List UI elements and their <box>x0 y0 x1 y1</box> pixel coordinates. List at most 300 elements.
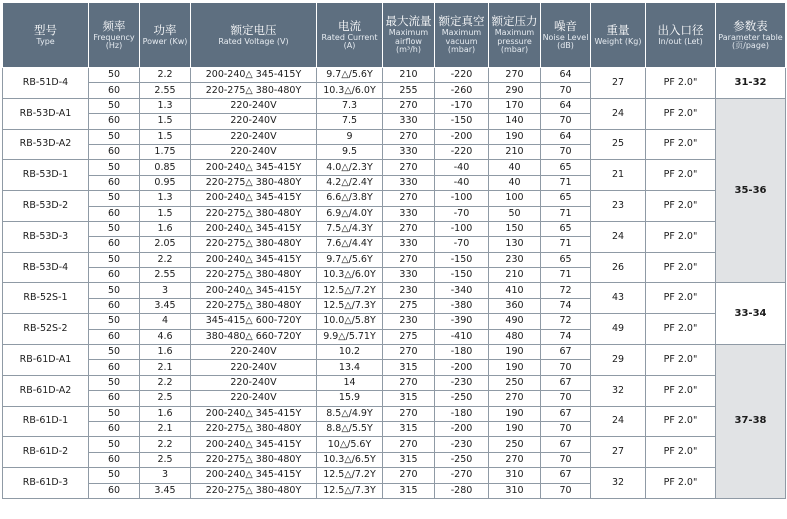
power-cell: 1.75 <box>140 144 191 159</box>
power-cell: 1.5 <box>140 206 191 221</box>
max-vacuum-cell: -150 <box>435 268 489 283</box>
max-vacuum-cell: -150 <box>435 114 489 129</box>
rated-voltage-cell: 200-240△ 345-415Y <box>191 68 317 83</box>
rated-voltage-cell: 220-240V <box>191 98 317 113</box>
column-header-en: Rated Current (A) <box>321 32 378 51</box>
frequency-cell: 50 <box>89 468 140 483</box>
column-header <box>3 3 89 68</box>
max-vacuum-cell: -270 <box>435 468 489 483</box>
column-header <box>317 3 383 68</box>
max-pressure-cell: 40 <box>489 175 541 190</box>
max-vacuum-cell: -180 <box>435 345 489 360</box>
power-cell: 0.85 <box>140 160 191 175</box>
table-row <box>3 191 786 206</box>
model-type-cell: RB-61D-A2 <box>3 375 89 406</box>
noise-level-cell: 72 <box>541 314 591 329</box>
frequency-cell: 50 <box>89 68 140 83</box>
max-pressure-cell: 50 <box>489 206 541 221</box>
table-row <box>3 375 786 390</box>
table-row <box>3 160 786 175</box>
max-vacuum-cell: -40 <box>435 175 489 190</box>
column-header-en: Type <box>36 36 55 46</box>
max-pressure-cell: 190 <box>489 345 541 360</box>
max-airflow-cell: 255 <box>383 83 435 98</box>
frequency-cell: 60 <box>89 144 140 159</box>
table-row <box>3 406 786 421</box>
noise-level-cell: 71 <box>541 175 591 190</box>
spec-table-container <box>2 2 786 499</box>
power-cell: 1.5 <box>140 129 191 144</box>
rated-voltage-cell: 220-275△ 380-480Y <box>191 452 317 467</box>
table-body <box>3 68 786 499</box>
column-header <box>716 3 786 68</box>
rated-current-cell: 12.5△/7.2Y <box>317 283 383 298</box>
rated-voltage-cell: 220-240V <box>191 375 317 390</box>
noise-level-cell: 64 <box>541 129 591 144</box>
max-vacuum-cell: -200 <box>435 360 489 375</box>
column-header-en: Maximum airflow (m³/h) <box>388 28 429 55</box>
parameter-page-cell: 37-38 <box>716 345 786 499</box>
noise-level-cell: 65 <box>541 191 591 206</box>
model-type-cell: RB-53D-1 <box>3 160 89 191</box>
noise-level-cell: 70 <box>541 144 591 159</box>
table-row <box>3 98 786 113</box>
power-cell: 3.45 <box>140 298 191 313</box>
column-header-zh: 型号 <box>34 22 57 37</box>
rated-current-cell: 4.0△/2.3Y <box>317 160 383 175</box>
column-header-zh: 频率 <box>102 18 126 33</box>
rated-voltage-cell: 220-275△ 380-480Y <box>191 483 317 498</box>
parameter-page-cell: 33-34 <box>716 283 786 345</box>
frequency-cell: 60 <box>89 483 140 498</box>
max-airflow-cell: 270 <box>383 345 435 360</box>
rated-current-cell: 9.9△/5.71Y <box>317 329 383 344</box>
rated-current-cell: 10△/5.6Y <box>317 437 383 452</box>
max-vacuum-cell: -230 <box>435 437 489 452</box>
frequency-cell: 50 <box>89 283 140 298</box>
table-row <box>3 345 786 360</box>
column-header-en: Maximum pressure (mbar) <box>494 28 535 55</box>
frequency-cell: 60 <box>89 391 140 406</box>
weight-cell: 27 <box>591 68 646 99</box>
max-airflow-cell: 210 <box>383 68 435 83</box>
frequency-cell: 50 <box>89 314 140 329</box>
max-vacuum-cell: -220 <box>435 68 489 83</box>
noise-level-cell: 72 <box>541 283 591 298</box>
max-vacuum-cell: -200 <box>435 129 489 144</box>
max-airflow-cell: 330 <box>383 175 435 190</box>
rated-voltage-cell: 220-275△ 380-480Y <box>191 206 317 221</box>
column-header <box>89 3 140 68</box>
weight-cell: 24 <box>591 98 646 129</box>
column-header-zh: 参数表 <box>733 18 768 33</box>
noise-level-cell: 64 <box>541 68 591 83</box>
noise-level-cell: 70 <box>541 360 591 375</box>
power-cell: 2.1 <box>140 421 191 436</box>
weight-cell: 24 <box>591 406 646 437</box>
column-header <box>591 3 646 68</box>
noise-level-cell: 67 <box>541 375 591 390</box>
rated-current-cell: 15.9 <box>317 391 383 406</box>
max-pressure-cell: 250 <box>489 437 541 452</box>
noise-level-cell: 74 <box>541 329 591 344</box>
max-pressure-cell: 270 <box>489 452 541 467</box>
rated-voltage-cell: 200-240△ 345-415Y <box>191 283 317 298</box>
model-type-cell: RB-61D-1 <box>3 406 89 437</box>
weight-cell: 32 <box>591 375 646 406</box>
inout-cell: PF 2.0" <box>646 68 716 99</box>
model-type-cell: RB-61D-2 <box>3 437 89 468</box>
frequency-cell: 50 <box>89 252 140 267</box>
power-cell: 2.2 <box>140 68 191 83</box>
inout-cell: PF 2.0" <box>646 160 716 191</box>
inout-cell: PF 2.0" <box>646 437 716 468</box>
max-vacuum-cell: -100 <box>435 221 489 236</box>
model-type-cell: RB-53D-4 <box>3 252 89 283</box>
max-airflow-cell: 315 <box>383 483 435 498</box>
rated-current-cell: 10.3△/6.0Y <box>317 268 383 283</box>
max-pressure-cell: 310 <box>489 468 541 483</box>
max-pressure-cell: 40 <box>489 160 541 175</box>
max-airflow-cell: 230 <box>383 314 435 329</box>
rated-voltage-cell: 220-275△ 380-480Y <box>191 175 317 190</box>
column-header-zh: 额定真空 <box>438 14 485 29</box>
power-cell: 2.05 <box>140 237 191 252</box>
max-airflow-cell: 275 <box>383 298 435 313</box>
max-airflow-cell: 330 <box>383 237 435 252</box>
model-type-cell: RB-52S-1 <box>3 283 89 314</box>
max-airflow-cell: 270 <box>383 160 435 175</box>
max-airflow-cell: 270 <box>383 468 435 483</box>
frequency-cell: 60 <box>89 268 140 283</box>
noise-level-cell: 65 <box>541 252 591 267</box>
rated-voltage-cell: 200-240△ 345-415Y <box>191 221 317 236</box>
max-vacuum-cell: -70 <box>435 206 489 221</box>
model-type-cell: RB-52S-2 <box>3 314 89 345</box>
max-vacuum-cell: -170 <box>435 98 489 113</box>
column-header-zh: 电流 <box>338 18 361 33</box>
frequency-cell: 60 <box>89 360 140 375</box>
rated-voltage-cell: 220-275△ 380-480Y <box>191 268 317 283</box>
noise-level-cell: 65 <box>541 160 591 175</box>
power-cell: 1.6 <box>140 406 191 421</box>
column-header-zh: 最大流量 <box>385 14 432 29</box>
frequency-cell: 50 <box>89 160 140 175</box>
power-cell: 3.45 <box>140 483 191 498</box>
column-header <box>435 3 489 68</box>
power-cell: 4 <box>140 314 191 329</box>
max-pressure-cell: 270 <box>489 391 541 406</box>
noise-level-cell: 67 <box>541 468 591 483</box>
max-pressure-cell: 140 <box>489 114 541 129</box>
max-pressure-cell: 190 <box>489 406 541 421</box>
rated-voltage-cell: 220-240V <box>191 360 317 375</box>
model-type-cell: RB-53D-2 <box>3 191 89 222</box>
max-airflow-cell: 230 <box>383 283 435 298</box>
power-cell: 2.2 <box>140 252 191 267</box>
max-vacuum-cell: -150 <box>435 252 489 267</box>
power-cell: 2.2 <box>140 375 191 390</box>
max-airflow-cell: 270 <box>383 252 435 267</box>
rated-voltage-cell: 200-240△ 345-415Y <box>191 437 317 452</box>
column-header-en: Weight (Kg) <box>594 36 642 46</box>
inout-cell: PF 2.0" <box>646 98 716 129</box>
frequency-cell: 60 <box>89 83 140 98</box>
max-pressure-cell: 480 <box>489 329 541 344</box>
max-pressure-cell: 190 <box>489 421 541 436</box>
max-airflow-cell: 330 <box>383 144 435 159</box>
power-cell: 0.95 <box>140 175 191 190</box>
noise-level-cell: 70 <box>541 83 591 98</box>
noise-level-cell: 71 <box>541 206 591 221</box>
frequency-cell: 50 <box>89 406 140 421</box>
inout-cell: PF 2.0" <box>646 468 716 499</box>
column-header <box>646 3 716 68</box>
noise-level-cell: 70 <box>541 452 591 467</box>
weight-cell: 23 <box>591 191 646 222</box>
frequency-cell: 50 <box>89 221 140 236</box>
frequency-cell: 60 <box>89 329 140 344</box>
inout-cell: PF 2.0" <box>646 283 716 314</box>
max-vacuum-cell: -220 <box>435 144 489 159</box>
max-pressure-cell: 270 <box>489 68 541 83</box>
power-cell: 2.2 <box>140 437 191 452</box>
power-cell: 3 <box>140 468 191 483</box>
max-airflow-cell: 315 <box>383 452 435 467</box>
max-vacuum-cell: -340 <box>435 283 489 298</box>
max-pressure-cell: 210 <box>489 268 541 283</box>
max-airflow-cell: 270 <box>383 437 435 452</box>
parameter-page-cell: 31-32 <box>716 68 786 99</box>
rated-voltage-cell: 345-415△ 600-720Y <box>191 314 317 329</box>
rated-voltage-cell: 220-275△ 380-480Y <box>191 421 317 436</box>
weight-cell: 24 <box>591 221 646 252</box>
table-row <box>3 221 786 236</box>
inout-cell: PF 2.0" <box>646 191 716 222</box>
frequency-cell: 60 <box>89 452 140 467</box>
frequency-cell: 60 <box>89 298 140 313</box>
max-vacuum-cell: -70 <box>435 237 489 252</box>
max-pressure-cell: 210 <box>489 144 541 159</box>
power-cell: 2.5 <box>140 452 191 467</box>
rated-voltage-cell: 200-240△ 345-415Y <box>191 160 317 175</box>
rated-current-cell: 9.7△/5.6Y <box>317 252 383 267</box>
frequency-cell: 60 <box>89 206 140 221</box>
max-airflow-cell: 315 <box>383 360 435 375</box>
inout-cell: PF 2.0" <box>646 314 716 345</box>
max-vacuum-cell: -280 <box>435 483 489 498</box>
parameter-table <box>2 2 786 499</box>
max-vacuum-cell: -410 <box>435 329 489 344</box>
rated-voltage-cell: 220-275△ 380-480Y <box>191 298 317 313</box>
max-vacuum-cell: -390 <box>435 314 489 329</box>
frequency-cell: 60 <box>89 421 140 436</box>
noise-level-cell: 71 <box>541 237 591 252</box>
rated-current-cell: 7.6△/4.4Y <box>317 237 383 252</box>
max-airflow-cell: 270 <box>383 375 435 390</box>
frequency-cell: 50 <box>89 98 140 113</box>
max-pressure-cell: 310 <box>489 483 541 498</box>
max-pressure-cell: 190 <box>489 360 541 375</box>
noise-level-cell: 67 <box>541 437 591 452</box>
column-header-zh: 出入口径 <box>657 22 704 37</box>
rated-current-cell: 12.5△/7.3Y <box>317 298 383 313</box>
noise-level-cell: 64 <box>541 98 591 113</box>
weight-cell: 26 <box>591 252 646 283</box>
frequency-cell: 60 <box>89 114 140 129</box>
rated-current-cell: 10.3△/6.0Y <box>317 83 383 98</box>
inout-cell: PF 2.0" <box>646 252 716 283</box>
rated-voltage-cell: 200-240△ 345-415Y <box>191 191 317 206</box>
frequency-cell: 60 <box>89 237 140 252</box>
max-airflow-cell: 315 <box>383 391 435 406</box>
rated-voltage-cell: 220-240V <box>191 114 317 129</box>
rated-voltage-cell: 200-240△ 345-415Y <box>191 252 317 267</box>
max-vacuum-cell: -380 <box>435 298 489 313</box>
model-type-cell: RB-53D-A1 <box>3 98 89 129</box>
max-airflow-cell: 270 <box>383 191 435 206</box>
column-header <box>541 3 591 68</box>
noise-level-cell: 74 <box>541 298 591 313</box>
max-airflow-cell: 270 <box>383 98 435 113</box>
table-row <box>3 129 786 144</box>
noise-level-cell: 70 <box>541 391 591 406</box>
column-header-zh: 功率 <box>153 22 177 37</box>
rated-current-cell: 10.3△/6.5Y <box>317 452 383 467</box>
model-type-cell: RB-61D-A1 <box>3 345 89 376</box>
rated-voltage-cell: 200-240△ 345-415Y <box>191 468 317 483</box>
column-header-en: Rated Voltage (V) <box>218 36 289 46</box>
rated-current-cell: 9 <box>317 129 383 144</box>
max-airflow-cell: 275 <box>383 329 435 344</box>
column-header-en: In/out (Let) <box>658 36 703 46</box>
max-pressure-cell: 490 <box>489 314 541 329</box>
power-cell: 1.6 <box>140 221 191 236</box>
max-pressure-cell: 230 <box>489 252 541 267</box>
weight-cell: 49 <box>591 314 646 345</box>
max-pressure-cell: 150 <box>489 221 541 236</box>
rated-voltage-cell: 220-275△ 380-480Y <box>191 237 317 252</box>
column-header <box>383 3 435 68</box>
max-vacuum-cell: -230 <box>435 375 489 390</box>
max-pressure-cell: 100 <box>489 191 541 206</box>
frequency-cell: 50 <box>89 437 140 452</box>
rated-current-cell: 12.5△/7.3Y <box>317 483 383 498</box>
rated-current-cell: 8.8△/5.5Y <box>317 421 383 436</box>
frequency-cell: 60 <box>89 175 140 190</box>
frequency-cell: 50 <box>89 375 140 390</box>
max-pressure-cell: 410 <box>489 283 541 298</box>
column-header <box>140 3 191 68</box>
column-header-en: Power (Kw) <box>142 36 188 46</box>
table-row <box>3 283 786 298</box>
max-vacuum-cell: -40 <box>435 160 489 175</box>
column-header-zh: 额定电压 <box>230 22 277 37</box>
max-vacuum-cell: -260 <box>435 83 489 98</box>
rated-voltage-cell: 380-480△ 660-720Y <box>191 329 317 344</box>
inout-cell: PF 2.0" <box>646 375 716 406</box>
inout-cell: PF 2.0" <box>646 345 716 376</box>
table-row <box>3 468 786 483</box>
rated-current-cell: 6.6△/3.8Y <box>317 191 383 206</box>
weight-cell: 29 <box>591 345 646 376</box>
header-row <box>3 3 786 68</box>
frequency-cell: 50 <box>89 129 140 144</box>
power-cell: 2.5 <box>140 391 191 406</box>
max-vacuum-cell: -250 <box>435 391 489 406</box>
rated-current-cell: 7.3 <box>317 98 383 113</box>
rated-voltage-cell: 220-240V <box>191 129 317 144</box>
column-header-zh: 额定压力 <box>491 14 538 29</box>
column-header <box>191 3 317 68</box>
max-pressure-cell: 130 <box>489 237 541 252</box>
rated-current-cell: 7.5 <box>317 114 383 129</box>
max-pressure-cell: 250 <box>489 375 541 390</box>
max-airflow-cell: 270 <box>383 221 435 236</box>
column-header-en: Frequency (Hz) <box>93 32 135 51</box>
max-pressure-cell: 290 <box>489 83 541 98</box>
inout-cell: PF 2.0" <box>646 406 716 437</box>
column-header <box>489 3 541 68</box>
power-cell: 1.5 <box>140 114 191 129</box>
model-type-cell: RB-61D-3 <box>3 468 89 499</box>
model-type-cell: RB-51D-4 <box>3 68 89 99</box>
max-airflow-cell: 330 <box>383 114 435 129</box>
noise-level-cell: 70 <box>541 421 591 436</box>
column-header-en: Parameter table (页/page) <box>718 32 783 51</box>
rated-current-cell: 13.4 <box>317 360 383 375</box>
noise-level-cell: 71 <box>541 268 591 283</box>
table-row <box>3 437 786 452</box>
rated-voltage-cell: 200-240△ 345-415Y <box>191 406 317 421</box>
weight-cell: 43 <box>591 283 646 314</box>
rated-current-cell: 14 <box>317 375 383 390</box>
noise-level-cell: 70 <box>541 114 591 129</box>
power-cell: 2.55 <box>140 83 191 98</box>
weight-cell: 25 <box>591 129 646 160</box>
max-airflow-cell: 330 <box>383 206 435 221</box>
max-vacuum-cell: -180 <box>435 406 489 421</box>
rated-voltage-cell: 220-240V <box>191 144 317 159</box>
power-cell: 3 <box>140 283 191 298</box>
rated-current-cell: 4.2△/2.4Y <box>317 175 383 190</box>
max-pressure-cell: 170 <box>489 98 541 113</box>
rated-current-cell: 9.5 <box>317 144 383 159</box>
max-vacuum-cell: -250 <box>435 452 489 467</box>
power-cell: 1.6 <box>140 345 191 360</box>
weight-cell: 27 <box>591 437 646 468</box>
rated-current-cell: 12.5△/7.2Y <box>317 468 383 483</box>
column-header-zh: 噪音 <box>554 18 577 33</box>
max-airflow-cell: 330 <box>383 268 435 283</box>
inout-cell: PF 2.0" <box>646 221 716 252</box>
power-cell: 2.55 <box>140 268 191 283</box>
max-airflow-cell: 270 <box>383 129 435 144</box>
max-pressure-cell: 360 <box>489 298 541 313</box>
frequency-cell: 50 <box>89 191 140 206</box>
noise-level-cell: 67 <box>541 345 591 360</box>
rated-current-cell: 8.5△/4.9Y <box>317 406 383 421</box>
weight-cell: 32 <box>591 468 646 499</box>
column-header-en: Maximum vacuum (mbar) <box>441 28 482 55</box>
table-header <box>3 3 786 68</box>
max-airflow-cell: 315 <box>383 421 435 436</box>
weight-cell: 21 <box>591 160 646 191</box>
table-row <box>3 314 786 329</box>
power-cell: 2.1 <box>140 360 191 375</box>
noise-level-cell: 70 <box>541 483 591 498</box>
model-type-cell: RB-53D-3 <box>3 221 89 252</box>
